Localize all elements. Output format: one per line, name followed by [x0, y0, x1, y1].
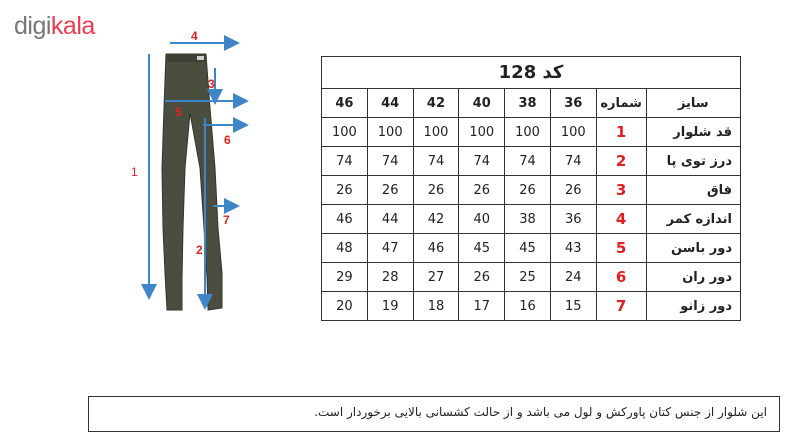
row-value: 74: [322, 147, 368, 176]
row-value: 100: [459, 118, 505, 147]
row-value: 38: [505, 205, 551, 234]
row-number: 1: [596, 118, 646, 147]
table-row: [322, 118, 741, 147]
row-value: 74: [367, 147, 413, 176]
marker-3: 3: [208, 77, 215, 91]
marker-2: 2: [196, 243, 203, 257]
row-value: 74: [550, 147, 596, 176]
row-label: اندازه کمر: [646, 205, 740, 234]
row-value: 74: [505, 147, 551, 176]
row-number: 4: [596, 205, 646, 234]
row-value: 26: [367, 176, 413, 205]
row-label: دور باسن: [646, 234, 740, 263]
row-value: 74: [413, 147, 459, 176]
row-number: 7: [596, 292, 646, 321]
row-value: 27: [413, 263, 459, 292]
header-size: سایز: [646, 89, 740, 118]
header-38: 38: [505, 89, 551, 118]
row-value: 25: [505, 263, 551, 292]
header-row: [322, 89, 741, 118]
row-value: 26: [459, 176, 505, 205]
row-value: 20: [322, 292, 368, 321]
row-label: دور ران: [646, 263, 740, 292]
marker-1: 1: [131, 165, 138, 179]
marker-6: 6: [224, 133, 231, 147]
row-label: قد شلوار: [646, 118, 740, 147]
header-36: 36: [550, 89, 596, 118]
row-number: 2: [596, 147, 646, 176]
row-value: 28: [367, 263, 413, 292]
row-value: 100: [322, 118, 368, 147]
row-value: 17: [459, 292, 505, 321]
row-value: 29: [322, 263, 368, 292]
row-value: 45: [459, 234, 505, 263]
size-table: [321, 56, 741, 321]
table-row: [322, 263, 741, 292]
brand-label: [197, 56, 204, 60]
row-value: 19: [367, 292, 413, 321]
row-value: 40: [459, 205, 505, 234]
row-value: 36: [550, 205, 596, 234]
row-value: 44: [367, 205, 413, 234]
logo-part-kala: kala: [50, 12, 95, 40]
row-value: 26: [459, 263, 505, 292]
header-46: 46: [322, 89, 368, 118]
row-value: 26: [322, 176, 368, 205]
marker-5: 5: [175, 105, 182, 119]
row-value: 16: [505, 292, 551, 321]
header-40: 40: [459, 89, 505, 118]
header-42: 42: [413, 89, 459, 118]
header-number: شماره: [596, 89, 646, 118]
row-value: 15: [550, 292, 596, 321]
product-note: این شلوار از جنس کتان پاورکش و لول می باشد و از حالت کشسانی بالایی برخوردار است.: [88, 396, 780, 432]
row-value: 26: [413, 176, 459, 205]
pants-shape: [162, 54, 222, 310]
row-value: 48: [322, 234, 368, 263]
pants-measurement-figure: [125, 28, 260, 328]
row-value: 46: [322, 205, 368, 234]
row-value: 45: [505, 234, 551, 263]
row-value: 42: [413, 205, 459, 234]
row-value: 43: [550, 234, 596, 263]
row-value: 47: [367, 234, 413, 263]
marker-4: 4: [191, 29, 198, 43]
row-number: 5: [596, 234, 646, 263]
header-44: 44: [367, 89, 413, 118]
row-value: 74: [459, 147, 505, 176]
row-value: 100: [413, 118, 459, 147]
table-row: [322, 205, 741, 234]
table-row: [322, 147, 741, 176]
row-value: 100: [550, 118, 596, 147]
row-value: 18: [413, 292, 459, 321]
logo-part-digi: digi: [14, 12, 51, 40]
table-row: [322, 234, 741, 263]
row-label: درز توی پا: [646, 147, 740, 176]
row-value: 26: [505, 176, 551, 205]
row-value: 46: [413, 234, 459, 263]
row-label: دور زانو: [646, 292, 740, 321]
row-number: 3: [596, 176, 646, 205]
row-value: 100: [505, 118, 551, 147]
row-label: فاق: [646, 176, 740, 205]
row-value: 100: [367, 118, 413, 147]
row-value: 24: [550, 263, 596, 292]
table-row: [322, 292, 741, 321]
table-title: کد 128: [322, 57, 741, 89]
digikala-logo: [14, 12, 95, 41]
marker-7: 7: [223, 213, 230, 227]
row-value: 26: [550, 176, 596, 205]
table-row: [322, 176, 741, 205]
row-number: 6: [596, 263, 646, 292]
